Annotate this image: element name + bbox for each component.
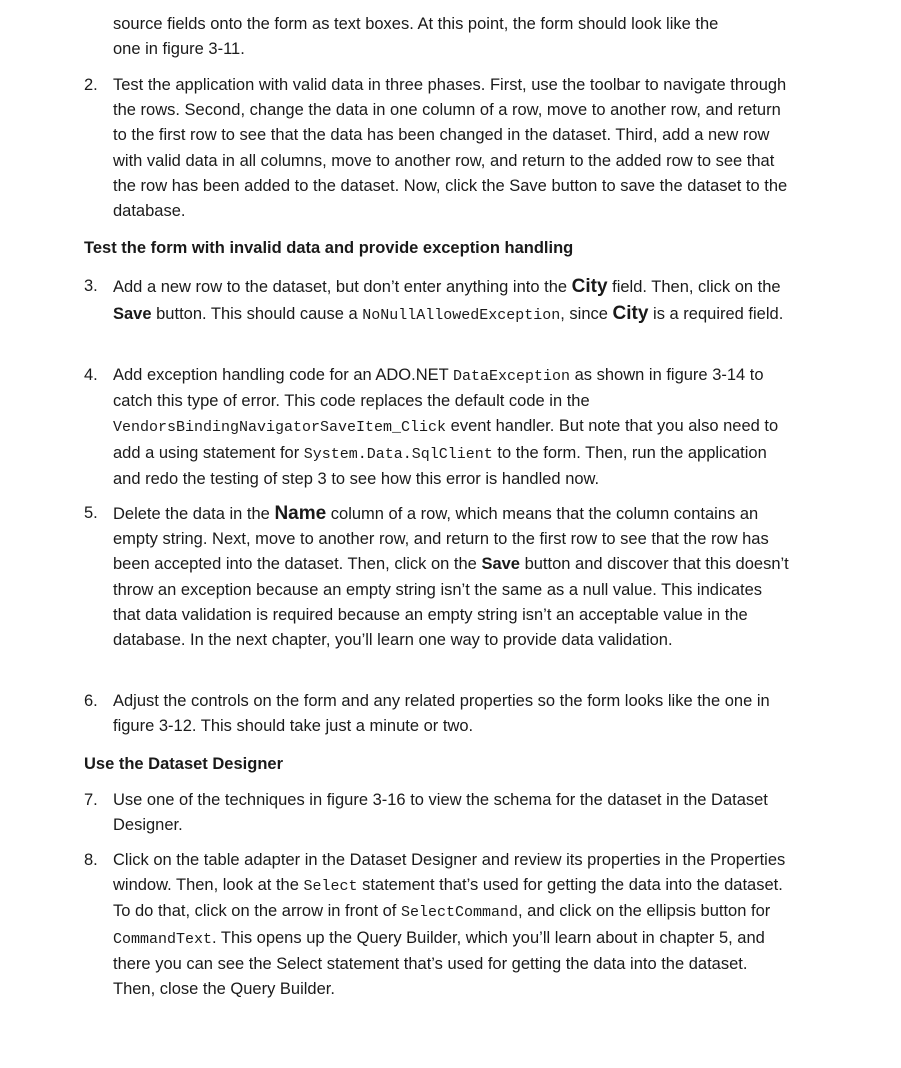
step-7-text: Use one of the techniques in figure 3-16 to view the schema for the dataset in the Dataset Designer. [113, 791, 768, 835]
step-4-text [113, 363, 793, 492]
step-8-text [113, 848, 793, 1002]
step-3-number: 3. [84, 277, 98, 295]
city-field-name: City [571, 276, 608, 297]
step-3-text [113, 274, 793, 329]
step-2-text: Test the application with valid data in three phases. First, use the toolbar to navigate through the rows. Second, change the data in one column of a row, move to another row, and return to the first row to see that the data has been changed in the dataset. Third, add a new row with valid data in all columns, move to another row, and return to the added row to see that the row has been added to the dataset. Now, click the Save button to save the dataset to the database. [113, 76, 788, 221]
step-5-number: 5. [84, 504, 98, 522]
step-4-text-part: as shown in figure 3-14 to catch this type of error. This code replaces the default code in the [113, 366, 764, 411]
intro-line-2: one in figure 3-11. [113, 40, 245, 59]
step-3-text-part: is a required field. [648, 304, 784, 323]
select-code: Select [303, 878, 358, 896]
step-3-text-part: , since [560, 304, 613, 323]
namespace-code: System.Data.SqlClient [303, 445, 493, 463]
command-text-code: CommandText [113, 930, 213, 948]
step-8-text-part: , and click on the ellipsis button for [518, 902, 771, 921]
section-heading-exception-handling: Test the form with invalid data and provide exception handling [84, 239, 574, 257]
step-4-text-part: Add exception handling code for an ADO.NET [113, 366, 453, 384]
section-heading-dataset-designer: Use the Dataset Designer [84, 755, 283, 773]
intro-paragraph [113, 12, 813, 62]
step-8-text-part: statement that’s used for getting the data into the dataset. To do that, click on the arrow in front of [113, 876, 783, 921]
step-5-text [113, 501, 793, 653]
name-column-name: Name [274, 503, 327, 524]
step-8-text-part: . This opens up the Query Builder, which you’ll learn about in chapter 5, and there you can see the Select statement that’s used for getting the data into the dataset. Then, close the Query Builder. [113, 928, 765, 999]
select-command-code: SelectCommand [400, 904, 519, 922]
step-5-text-part: column of a row, which means that the column contains an empty string. Next, move to another row, and return to the first row to see that the row has been accepted into the dataset. Then, click on the [113, 505, 769, 574]
step-4-text-part: event handler. But note that you also need to add a using statement for [113, 417, 779, 462]
step-4-number: 4. [84, 366, 98, 384]
step-2-number: 2. [84, 76, 98, 94]
event-handler-code: VendorsBindingNavigatorSaveItem_Click [113, 419, 447, 437]
save-button-name-2: Save [481, 555, 520, 574]
step-8-number: 8. [84, 851, 98, 869]
exception-code: NoNullAllowedException [362, 306, 561, 324]
step-5-text-part: button and discover that this doesn’t throw an exception because an empty string isn’t the same as a null value. This indicates that data validation is required because an empty string isn’t an acceptable value in the database. In the next chapter, you’ll learn one way to provide data validation. [113, 555, 789, 650]
step-3-text-part: field. Then, click on the [607, 278, 781, 296]
step-6-number: 6. [84, 692, 98, 710]
step-3-text-part: Add a new row to the dataset, but don’t enter anything into the [113, 278, 572, 296]
save-button-name: Save [113, 304, 152, 323]
intro-line-1: source fields onto the form as text boxes. At this point, the form should look like the [113, 15, 719, 33]
data-exception-code: DataException [453, 368, 571, 385]
step-5-text-part: Delete the data in the [113, 505, 275, 523]
step-8-text-part: Click on the table adapter in the Dataset Designer and review its properties in the Properties window. Then, look at the [113, 851, 786, 895]
step-7-number: 7. [84, 791, 98, 809]
step-4-text-part: to the form. Then, run the application and redo the testing of step 3 to see how this error is handled now. [113, 443, 767, 488]
step-3-text-part: button. This should cause a [151, 304, 363, 323]
city-field-name-2: City [612, 302, 649, 324]
step-6-text: Adjust the controls on the form and any related properties so the form looks like the one in figure 3-12. This should take just a minute or two. [113, 692, 770, 736]
